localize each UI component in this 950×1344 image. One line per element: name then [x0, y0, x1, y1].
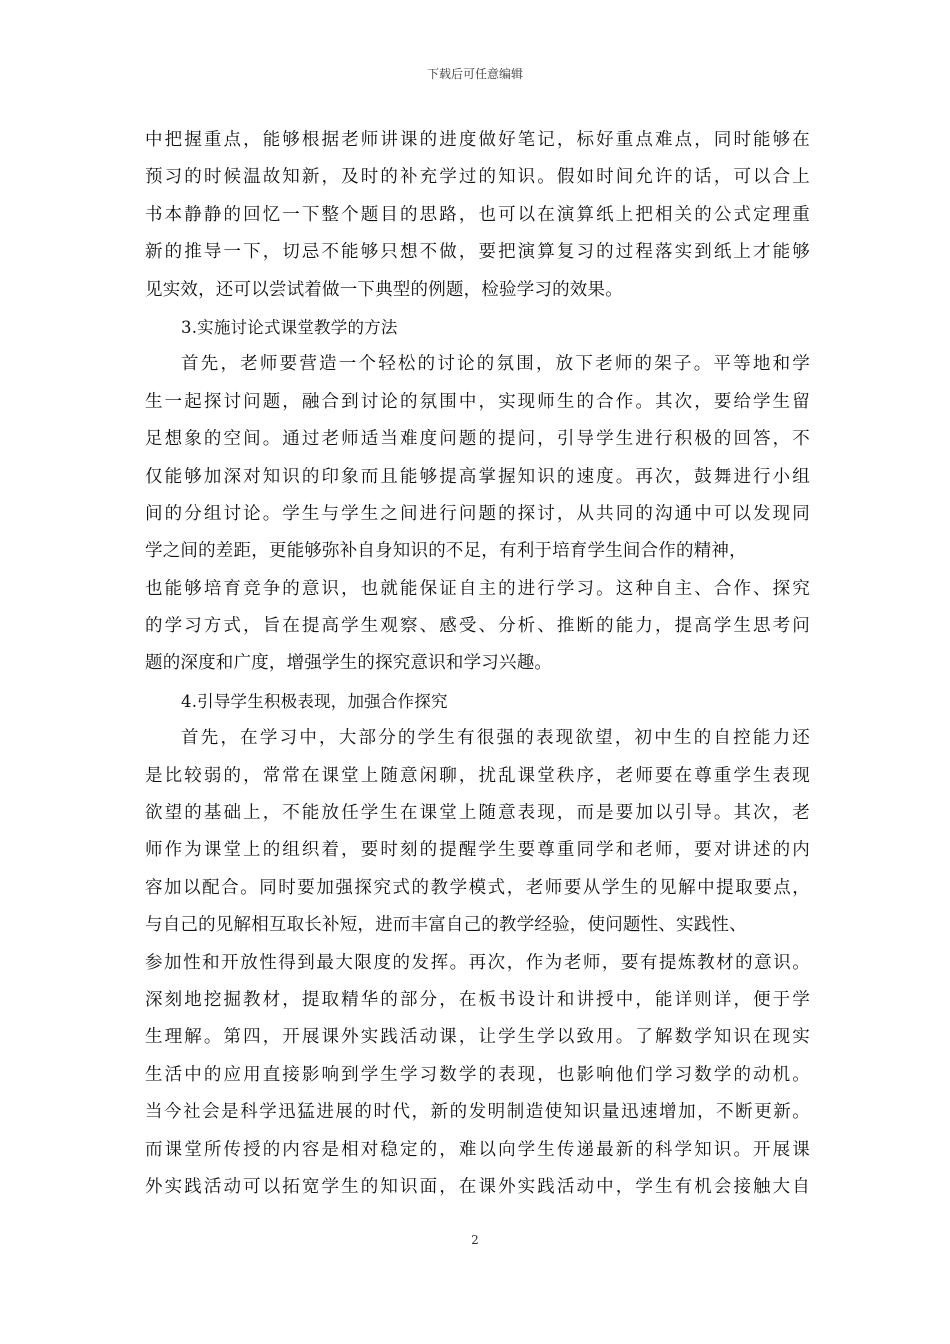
text-line: 欲望的基础上，不能放任学生在课堂上随意表现，而是要加以引导。其次，老 [145, 803, 810, 824]
page-number: 2 [471, 1233, 479, 1247]
text-line: 见实效，还可以尝试着做一下典型的例题，检验学习的效果。 [145, 279, 623, 300]
text-line: 生活中的应用直接影响到学生学习数学的表现，也影响他们学习数学的动机。 [145, 1064, 810, 1085]
text-line: 而课堂所传授的内容是相对稳定的，难以向学生传递最新的科学知识。开展课 [145, 1139, 810, 1160]
text-line: 参加性和开放性得到最大限度的发挥。再次，作为老师，要有提炼教材的意识。 [145, 952, 810, 973]
page-header [0, 66, 950, 82]
text-line: 师作为课堂上的组织着，要时刻的提醒学生要尊重同学和老师，要对讲述的内 [145, 840, 810, 861]
text-line: 仅能够加深对知识的印象而且能够提高掌握知识的速度。再次，鼓舞进行小组 [145, 466, 810, 487]
header-text: 下载后可任意编辑 [426, 67, 523, 81]
text-line: 生一起探讨问题，融合到讨论的氛围中，实现师生的合作。其次，要给学生留 [145, 391, 810, 412]
text-line: 也能够培育竞争的意识，也就能保证自主的进行学习。这种自主、合作、探究 [145, 578, 810, 599]
text-line: 生理解。第四，开展课外实践活动课，让学生学以致用。了解数学知识在现实 [145, 1027, 810, 1048]
text-line: 新的推导一下，切忌不能够只想不做，要把演算复习的过程落实到纸上才能够 [145, 242, 810, 263]
text-line: 首先，老师要营造一个轻松的讨论的氛围，放下老师的架子。平等地和学 [181, 354, 810, 375]
page-footer [0, 1232, 950, 1248]
text-line: 预习的时候温故知新，及时的补充学过的知识。假如时间允许的话，可以合上 [145, 167, 810, 188]
text-line: 中把握重点，能够根据老师讲课的进度做好笔记，标好重点难点，同时能够在 [145, 130, 810, 150]
text-line: 书本静静的回忆一下整个题目的思路，也可以在演算纸上把相关的公式定理重 [145, 204, 810, 225]
text-line: 深刻地挖掘教材，提取精华的部分，在板书设计和讲授中，能详则详，便于学 [145, 989, 810, 1010]
text-line: 间的分组讨论。学生与学生之间进行问题的探讨，从共同的沟通中可以发现同 [145, 503, 810, 524]
text-line: 与自己的见解相互取长补短，进而丰富自己的教学经验，使问题性、实践性、 [145, 915, 747, 936]
text-line: 外实践活动可以拓宽学生的知识面，在课外实践活动中，学生有机会接触大自 [145, 1176, 810, 1197]
text-line: 学之间的差距，更能够弥补自身知识的不足，有利于培育学生间合作的精神， [145, 541, 747, 562]
text-line: 足想象的空间。通过老师适当难度问题的提问，引导学生进行积极的回答，不 [145, 429, 810, 450]
section-heading: 4.引导学生积极表现，加强合作探究 [181, 691, 448, 711]
text-line: 题的深度和广度，增强学生的探究意识和学习兴趣。 [145, 653, 553, 674]
text-line: 的学习方式，旨在提高学生观察、感受、分析、推断的能力，提高学生思考问 [145, 616, 810, 637]
text-line: 当今社会是科学迅猛进展的时代，新的发明制造使知识量迅速增加，不断更新。 [145, 1102, 810, 1123]
text-line: 容加以配合。同时要加强探究式的教学模式，老师要从学生的见解中提取要点， [145, 877, 810, 898]
document-body [145, 122, 810, 1206]
section-heading: 3.实施讨论式课堂教学的方法 [181, 317, 398, 337]
text-line: 首先，在学习中，大部分的学生有很强的表现欲望，初中生的自控能力还 [181, 728, 810, 749]
text-line: 是比较弱的，常常在课堂上随意闲聊，扰乱课堂秩序，老师要在尊重学生表现 [145, 765, 810, 786]
